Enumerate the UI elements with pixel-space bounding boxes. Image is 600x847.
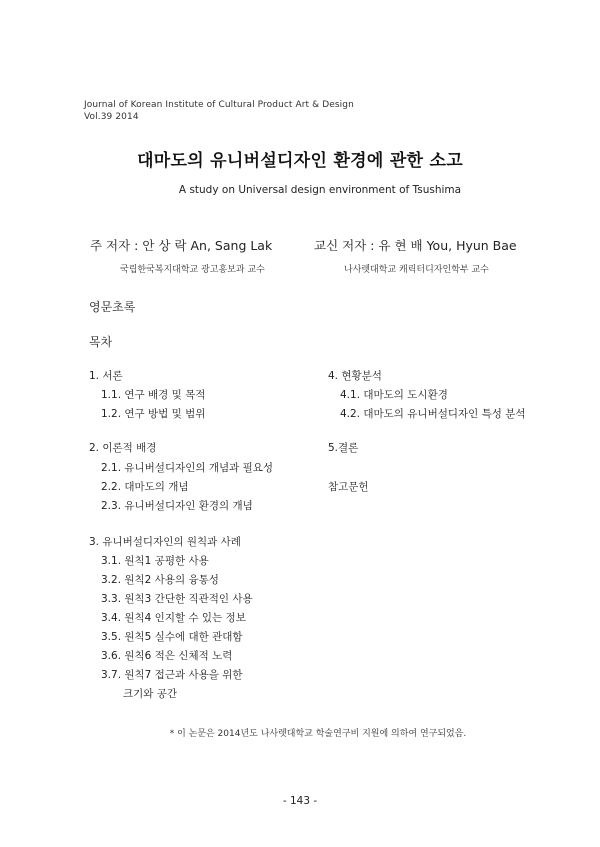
toc-item: 1.2. 연구 방법 및 범위 <box>101 408 206 420</box>
toc-item: 3.7. 원칙7 접근과 사용을 위한 <box>101 669 243 681</box>
journal-name: Journal of Korean Institute of Cultural Product Art & Design <box>84 100 354 110</box>
toc-item: 2. 이론적 배경 <box>89 442 157 454</box>
funding-footnote: * 이 논문은 2014년도 나사렛대학교 학술연구비 지원에 의하여 연구되었음. <box>169 729 467 739</box>
toc-item: 4.1. 대마도의 도시환경 <box>340 389 448 401</box>
journal-volume: Vol.39 2014 <box>84 112 139 122</box>
corresponding-author-affiliation: 나사렛대학교 캐릭터디자인학부 교수 <box>344 265 489 275</box>
main-author: 주 저자 : 안 상 락 An, Sang Lak <box>90 238 273 253</box>
toc-item: 1. 서론 <box>89 370 123 382</box>
toc-item: 크기와 공간 <box>123 688 178 700</box>
toc-item: 2.2. 대마도의 개념 <box>101 481 189 493</box>
toc-item: 3.5. 원칙5 실수에 대한 관대함 <box>101 631 243 643</box>
toc-item: 4.2. 대마도의 유니버설디자인 특성 분석 <box>340 408 526 420</box>
toc-heading: 목차 <box>89 335 113 349</box>
toc-item: 4. 현황분석 <box>328 370 382 382</box>
paper-subtitle: A study on Universal design environment of Tsushima <box>178 184 462 196</box>
page-number: - 143 - <box>282 795 318 807</box>
abstract-heading: 영문초록 <box>89 300 136 314</box>
toc-item: 3.2. 원칙2 사용의 융통성 <box>101 574 219 586</box>
paper-title: 대마도의 유니버설디자인 환경에 관한 소고 <box>137 151 463 171</box>
toc-item: 2.1. 유니버설디자인의 개념과 필요성 <box>101 462 274 474</box>
journal-header <box>84 99 354 123</box>
toc-item: 2.3. 유니버설디자인 환경의 개념 <box>101 500 253 512</box>
toc-item: 3.1. 원칙1 공평한 사용 <box>101 555 209 567</box>
toc-item: 참고문헌 <box>328 481 369 493</box>
main-author-affiliation: 국립한국복지대학교 광고홍보과 교수 <box>120 265 265 275</box>
toc-item: 3.3. 원칙3 간단한 직관적인 사용 <box>101 593 253 605</box>
toc-item: 3.4. 원칙4 인지할 수 있는 정보 <box>101 612 246 624</box>
toc-item: 3.6. 원칙6 적은 신체적 노력 <box>101 650 233 662</box>
toc-item: 3. 유니버설디자인의 원칙과 사례 <box>89 536 241 548</box>
toc-item: 5.결론 <box>328 442 359 454</box>
toc-item: 1.1. 연구 배경 및 목적 <box>101 389 206 401</box>
corresponding-author: 교신 저자 : 유 현 배 You, Hyun Bae <box>314 238 517 253</box>
